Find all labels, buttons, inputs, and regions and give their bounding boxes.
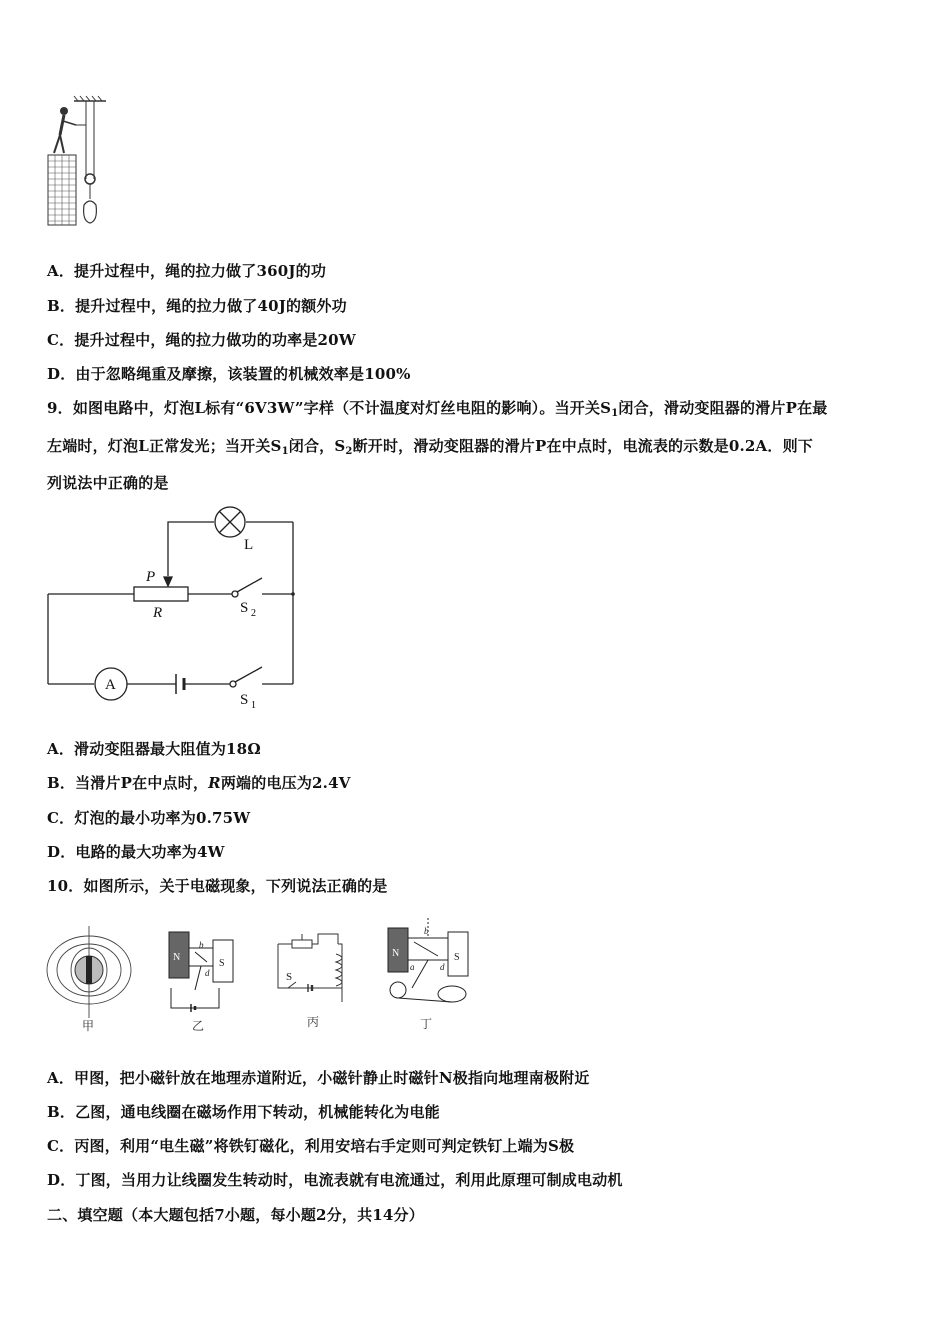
figure-ding-a-label: a xyxy=(410,962,415,972)
q9-option-d: D．电路的最大功率为4W xyxy=(47,843,225,861)
q9-stem-line2: 左端时，灯泡L正常发光；当开关$S_1$闭合，$S_2$断开时，滑动变阻器的滑片P在中点时，电流表的示数是0.2A．则下 xyxy=(47,437,813,457)
q8-option-b: B．提升过程中，绳的拉力做了40J的额外功 xyxy=(47,297,347,315)
figure-yi-d-label: d xyxy=(205,968,210,978)
q9-stem-line3: 列说法中正确的是 xyxy=(47,474,169,492)
figure-ding xyxy=(380,910,474,1036)
q10-option-d: D．丁图，当用力让线圈发生转动时，电流表就有电流通过，利用此原理可制成电动机 xyxy=(47,1171,623,1189)
circuit-diagram xyxy=(40,500,310,720)
figure-yi-b-label: b xyxy=(199,940,204,950)
q10-option-a: A．甲图，把小磁针放在地理赤道附近，小磁针静止时磁针N极指向地理南极附近 xyxy=(47,1069,590,1087)
figure-ding-b-label: b xyxy=(424,926,429,936)
pulley-figure xyxy=(40,95,110,235)
figure-yi-s-label: S xyxy=(219,958,225,969)
figure-bing xyxy=(266,914,360,1036)
lamp-label: L xyxy=(244,537,254,553)
figure-jia xyxy=(45,918,135,1036)
q9-stem-line1: 9．如图电路中，灯泡L标有“6V3W”字样（不计温度对灯丝电阻的影响）。当开关$S_1$闭合，滑动变阻器的滑片P在最 xyxy=(47,399,828,419)
rheostat xyxy=(134,587,188,601)
figure-ding-s-label: S xyxy=(454,952,460,963)
switch1-label: S xyxy=(240,692,249,708)
q9-option-c: C．灯泡的最小功率为0.75W xyxy=(47,809,251,827)
section-heading: 二、填空题（本大题包括7小题，每小题2分，共14分） xyxy=(47,1206,424,1224)
figure-bing-caption: 丙 xyxy=(307,1015,320,1029)
ammeter-label: A xyxy=(105,677,116,693)
q8-option-a: A．提升过程中，绳的拉力做了360J的功 xyxy=(47,262,327,280)
q10-option-b: B．乙图，通电线圈在磁场作用下转动，机械能转化为电能 xyxy=(47,1103,440,1121)
q8-option-c: C．提升过程中，绳的拉力做功的功率是20W xyxy=(47,331,356,349)
resistor-label: R xyxy=(153,605,163,621)
figure-yi xyxy=(155,918,241,1036)
q9-option-a: A．滑动变阻器最大阻值为18Ω xyxy=(47,740,261,758)
figure-yi-n-label: N xyxy=(173,952,181,963)
figure-jia-caption: 甲 xyxy=(82,1019,95,1033)
figure-ding-n-label: N xyxy=(392,948,400,959)
q10-stem: 10．如图所示，关于电磁现象，下列说法正确的是 xyxy=(47,877,388,895)
switch2-label: S xyxy=(240,600,249,616)
figure-bing-s-label: S xyxy=(286,971,293,983)
q8-option-d: D．由于忽略绳重及摩擦，该装置的机械效率是100% xyxy=(47,365,411,383)
switch2-sub: 2 xyxy=(251,608,256,619)
figure-yi-caption: 乙 xyxy=(192,1019,205,1033)
slider-label: P xyxy=(146,569,156,585)
q10-option-c: C．丙图，利用“电生磁”将铁钉磁化，利用安培右手定则可判定铁钉上端为S极 xyxy=(47,1137,575,1155)
q9-option-b: B．当滑片P在中点时，R两端的电压为2.4V xyxy=(47,774,351,792)
switch1-sub: 1 xyxy=(251,700,256,711)
figure-ding-d-label: d xyxy=(440,962,445,972)
figure-ding-caption: 丁 xyxy=(420,1017,433,1031)
